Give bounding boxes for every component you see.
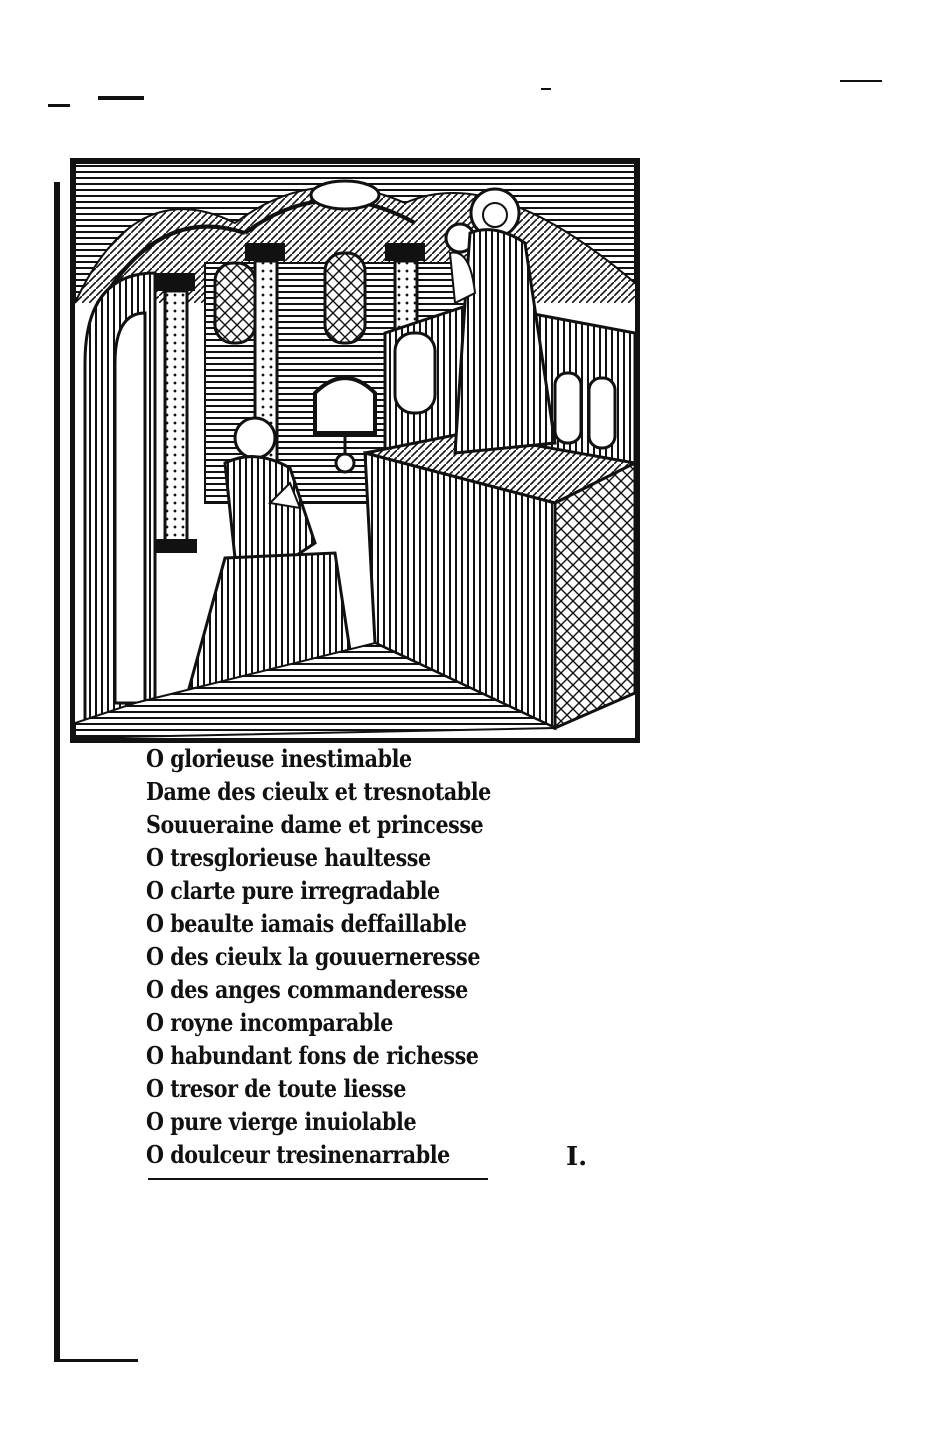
top-left-tick <box>48 104 70 107</box>
verse-underline <box>148 1178 488 1180</box>
column-left <box>155 273 197 553</box>
top-left-rule <box>98 96 144 100</box>
altar-arch <box>395 333 435 413</box>
top-right-tick <box>840 80 882 82</box>
verse-line: O doulceur tresinenarrable <box>146 1140 450 1169</box>
ceiling-boss <box>311 181 379 209</box>
verse-line: O des cieulx la gouuerneresse <box>146 942 481 971</box>
woodcut-drawing <box>75 163 635 738</box>
top-center-tick <box>541 88 551 90</box>
verse-block <box>146 742 566 1171</box>
verse-line: O pure vierge inuiolable <box>146 1107 417 1136</box>
verse-line: O tresor de toute liesse <box>146 1074 406 1103</box>
woodcut-illustration <box>70 158 640 743</box>
altar-side <box>555 463 635 728</box>
verse-line: O clarte pure irregradable <box>146 876 440 905</box>
verse-line: O glorieuse inestimable <box>146 744 412 773</box>
verse-line: Souueraine dame et princesse <box>146 810 484 839</box>
bottom-left-rule <box>54 1359 138 1362</box>
window-center <box>325 253 365 343</box>
verse-line: O habundant fons de richesse <box>146 1041 479 1070</box>
window-left <box>215 263 255 343</box>
verse-line: O tresglorieuse haultesse <box>146 843 431 872</box>
verse-line: O des anges commanderesse <box>146 975 468 1004</box>
verse-line: O beaulte iamais deffaillable <box>146 909 467 938</box>
verse-line: Dame des cieulx et tresnotable <box>146 777 491 806</box>
left-margin-rule <box>54 182 60 1362</box>
signature-mark: I. <box>566 1142 588 1172</box>
left-doorway <box>115 313 145 703</box>
verse-line: O royne incomparable <box>146 1008 394 1037</box>
kneeling-figure-head <box>235 418 275 458</box>
hanging-lamp <box>315 378 375 433</box>
